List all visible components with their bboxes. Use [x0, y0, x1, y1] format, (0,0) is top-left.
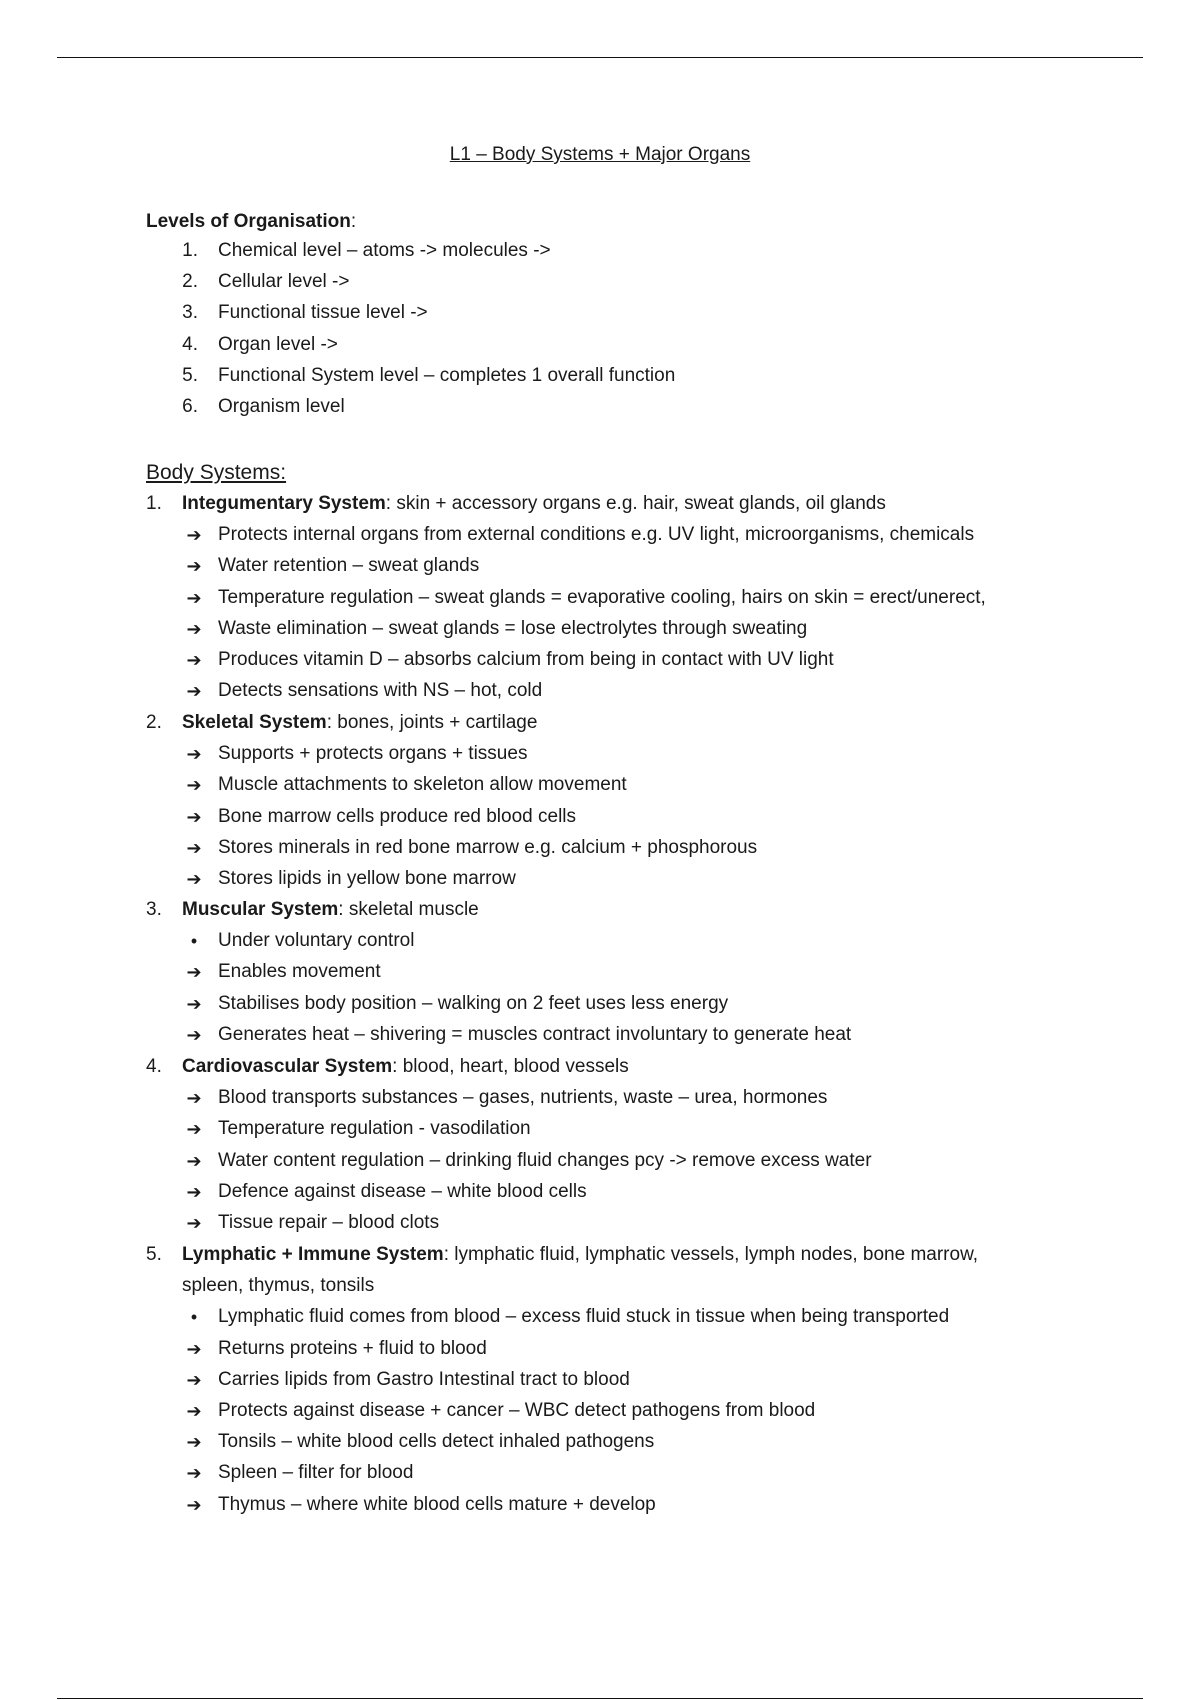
- system-point: [0, 520, 1200, 550]
- levels-item-text: Organ level ->: [218, 334, 338, 355]
- system-point-text: Generates heat – shivering = muscles contract involuntary to generate heat: [218, 1023, 852, 1045]
- system-point-text: Under voluntary control: [218, 930, 415, 952]
- system-point: [0, 926, 1200, 956]
- levels-list-item: [0, 361, 1200, 391]
- levels-item-number: 3.: [182, 302, 198, 323]
- arrow-bullet-icon: ➔: [186, 1088, 202, 1109]
- system-name: Skeletal System: [182, 712, 327, 733]
- system-point-text: Tissue repair – blood clots: [218, 1212, 440, 1233]
- levels-heading: [146, 207, 356, 237]
- arrow-bullet-icon: ➔: [186, 1463, 202, 1484]
- arrow-bullet-icon: ➔: [186, 587, 202, 608]
- system-point: [0, 1490, 1200, 1520]
- system-point-text: Muscle attachments to skeleton allow movement: [218, 774, 627, 796]
- system-point: [0, 1427, 1200, 1457]
- bottom-rule: [57, 1698, 1143, 1699]
- system-point-text: Bone marrow cells produce red blood cells: [218, 805, 577, 827]
- system-description: : skeletal muscle: [338, 899, 479, 920]
- arrow-bullet-icon: ➔: [186, 650, 202, 670]
- system-point-text: Stabilises body position – walking on 2 feet uses less energy: [218, 992, 729, 1014]
- system-name: Lymphatic + Immune System: [182, 1244, 444, 1265]
- system-point-text: Temperature regulation - vasodilation: [218, 1118, 531, 1140]
- system-skeletal-header: [0, 708, 1200, 738]
- system-description: : bones, joints + cartilage: [326, 712, 538, 733]
- arrow-bullet-icon: ➔: [186, 1432, 202, 1453]
- arrow-bullet-icon: ➔: [186, 1369, 202, 1390]
- system-point-text: Protects against disease + cancer – WBC detect pathogens from blood: [218, 1400, 816, 1421]
- system-point-text: Carries lipids from Gastro Intestinal tract to blood: [218, 1368, 630, 1390]
- system-point-text: Defence against disease – white blood cells: [218, 1180, 587, 1202]
- system-point-text: Produces vitamin D – absorbs calcium from being in contact with UV light: [218, 649, 834, 670]
- levels-item-text: Functional tissue level ->: [218, 302, 428, 323]
- system-point: [0, 583, 1200, 613]
- system-point: [0, 864, 1200, 894]
- levels-list-item: [0, 298, 1200, 328]
- system-point: [0, 1458, 1200, 1488]
- arrow-bullet-icon: ➔: [186, 962, 202, 983]
- system-point-text: Protects internal organs from external conditions e.g. UV light, microorganisms, chemicals: [218, 524, 975, 546]
- system-header-text: [182, 708, 537, 738]
- system-point: [0, 676, 1200, 706]
- system-point: [0, 1334, 1200, 1364]
- system-point: [0, 1302, 1200, 1332]
- arrow-bullet-icon: ➔: [186, 1338, 202, 1359]
- levels-list-item: [0, 392, 1200, 422]
- system-name: Integumentary System: [182, 493, 386, 514]
- levels-item-number: 2.: [182, 271, 198, 292]
- system-point-text: Thymus – where white blood cells mature + develop: [218, 1493, 656, 1515]
- arrow-bullet-icon: ➔: [186, 525, 202, 546]
- levels-item-text: Organism level: [218, 396, 345, 417]
- system-point-text: Water retention – sweat glands: [218, 555, 480, 577]
- arrow-bullet-icon: ➔: [186, 618, 202, 639]
- system-header-text: [182, 489, 886, 519]
- system-point: [0, 645, 1200, 675]
- system-number: 4.: [146, 1056, 162, 1077]
- system-point-text: Enables movement: [218, 961, 381, 983]
- dot-bullet-icon: •: [190, 1307, 198, 1328]
- levels-item-number: 4.: [182, 334, 198, 355]
- levels-item-number: 1.: [182, 240, 198, 261]
- arrow-bullet-icon: ➔: [186, 1181, 202, 1202]
- system-point-text: Temperature regulation – sweat glands = evaporative cooling, hairs on skin = erect/unerect,: [218, 586, 986, 608]
- levels-heading-text: Levels of Organisation: [146, 211, 351, 232]
- system-point-text: Supports + protects organs + tissues: [218, 743, 528, 765]
- system-point-text: Water content regulation – drinking fluid changes pcy -> remove excess water: [218, 1149, 872, 1171]
- levels-item-text: Functional System level – completes 1 overall function: [218, 365, 676, 386]
- system-point: [0, 551, 1200, 581]
- system-point: [0, 1208, 1200, 1238]
- system-name: Cardiovascular System: [182, 1056, 393, 1077]
- system-name: Muscular System: [182, 899, 339, 920]
- system-point: [0, 1020, 1200, 1050]
- levels-item-text: Chemical level – atoms -> molecules ->: [218, 240, 551, 261]
- system-muscular-header: [0, 895, 1200, 925]
- arrow-bullet-icon: ➔: [186, 837, 202, 858]
- system-point: [0, 1114, 1200, 1144]
- body-systems-heading: Body Systems:: [146, 461, 287, 484]
- arrow-bullet-icon: ➔: [186, 744, 202, 765]
- system-description-line2: spleen, thymus, tonsils: [182, 1275, 375, 1297]
- top-rule: [57, 57, 1143, 58]
- arrow-bullet-icon: ➔: [186, 556, 202, 577]
- system-point-text: Spleen – filter for blood: [218, 1462, 414, 1484]
- system-point: [0, 957, 1200, 987]
- system-point-text: Returns proteins + fluid to blood: [218, 1337, 487, 1359]
- system-point: [0, 802, 1200, 832]
- levels-heading-colon: :: [350, 211, 357, 232]
- system-description-continued: [0, 1271, 1200, 1301]
- system-point: [0, 614, 1200, 644]
- system-point: [0, 1365, 1200, 1395]
- system-number: 1.: [146, 493, 162, 514]
- arrow-bullet-icon: ➔: [186, 1401, 202, 1421]
- system-header-text: [182, 1052, 629, 1082]
- system-lymphatic-immune-header: [0, 1240, 1200, 1270]
- arrow-bullet-icon: ➔: [186, 1150, 202, 1171]
- system-description: : lymphatic fluid, lymphatic vessels, lymph nodes, bone marrow,: [443, 1244, 979, 1265]
- dot-bullet-icon: •: [190, 931, 198, 952]
- arrow-bullet-icon: ➔: [186, 681, 202, 702]
- system-point: [0, 1396, 1200, 1426]
- arrow-bullet-icon: ➔: [186, 993, 202, 1014]
- system-description: : skin + accessory organs e.g. hair, sweat glands, oil glands: [385, 493, 886, 514]
- system-point-text: Tonsils – white blood cells detect inhaled pathogens: [218, 1431, 655, 1453]
- system-header-text: [182, 895, 479, 925]
- system-cardiovascular-header: [0, 1052, 1200, 1082]
- system-header-text: [182, 1240, 978, 1270]
- arrow-bullet-icon: ➔: [186, 1024, 202, 1045]
- page-title: L1 – Body Systems + Major Organs: [449, 144, 751, 165]
- levels-item-text: Cellular level ->: [218, 271, 350, 292]
- system-point-text: Detects sensations with NS – hot, cold: [218, 680, 543, 702]
- system-point: [0, 1083, 1200, 1113]
- levels-list-item: [0, 330, 1200, 360]
- system-number: 5.: [146, 1244, 162, 1265]
- levels-item-number: 6.: [182, 396, 198, 417]
- system-point: [0, 770, 1200, 800]
- system-description: : blood, heart, blood vessels: [392, 1056, 629, 1077]
- arrow-bullet-icon: ➔: [186, 1494, 202, 1515]
- levels-item-number: 5.: [182, 365, 198, 386]
- arrow-bullet-icon: ➔: [186, 1213, 202, 1233]
- arrow-bullet-icon: ➔: [186, 806, 202, 827]
- system-integumentary-header: [0, 489, 1200, 519]
- system-point-text: Lymphatic fluid comes from blood – excess fluid stuck in tissue when being transported: [218, 1306, 950, 1328]
- arrow-bullet-icon: ➔: [186, 775, 202, 796]
- levels-list-item: [0, 236, 1200, 266]
- system-point: [0, 833, 1200, 863]
- system-point: [0, 989, 1200, 1019]
- system-number: 3.: [146, 899, 162, 920]
- system-point: [0, 1146, 1200, 1176]
- system-point-text: Stores lipids in yellow bone marrow: [218, 868, 516, 889]
- system-point: [0, 739, 1200, 769]
- arrow-bullet-icon: ➔: [186, 869, 202, 889]
- system-point-text: Stores minerals in red bone marrow e.g. calcium + phosphorous: [218, 836, 758, 858]
- arrow-bullet-icon: ➔: [186, 1119, 202, 1140]
- system-number: 2.: [146, 712, 162, 733]
- levels-list-item: [0, 267, 1200, 297]
- system-point-text: Blood transports substances – gases, nutrients, waste – urea, hormones: [218, 1087, 828, 1109]
- system-point: [0, 1177, 1200, 1207]
- system-point-text: Waste elimination – sweat glands = lose electrolytes through sweating: [218, 617, 808, 639]
